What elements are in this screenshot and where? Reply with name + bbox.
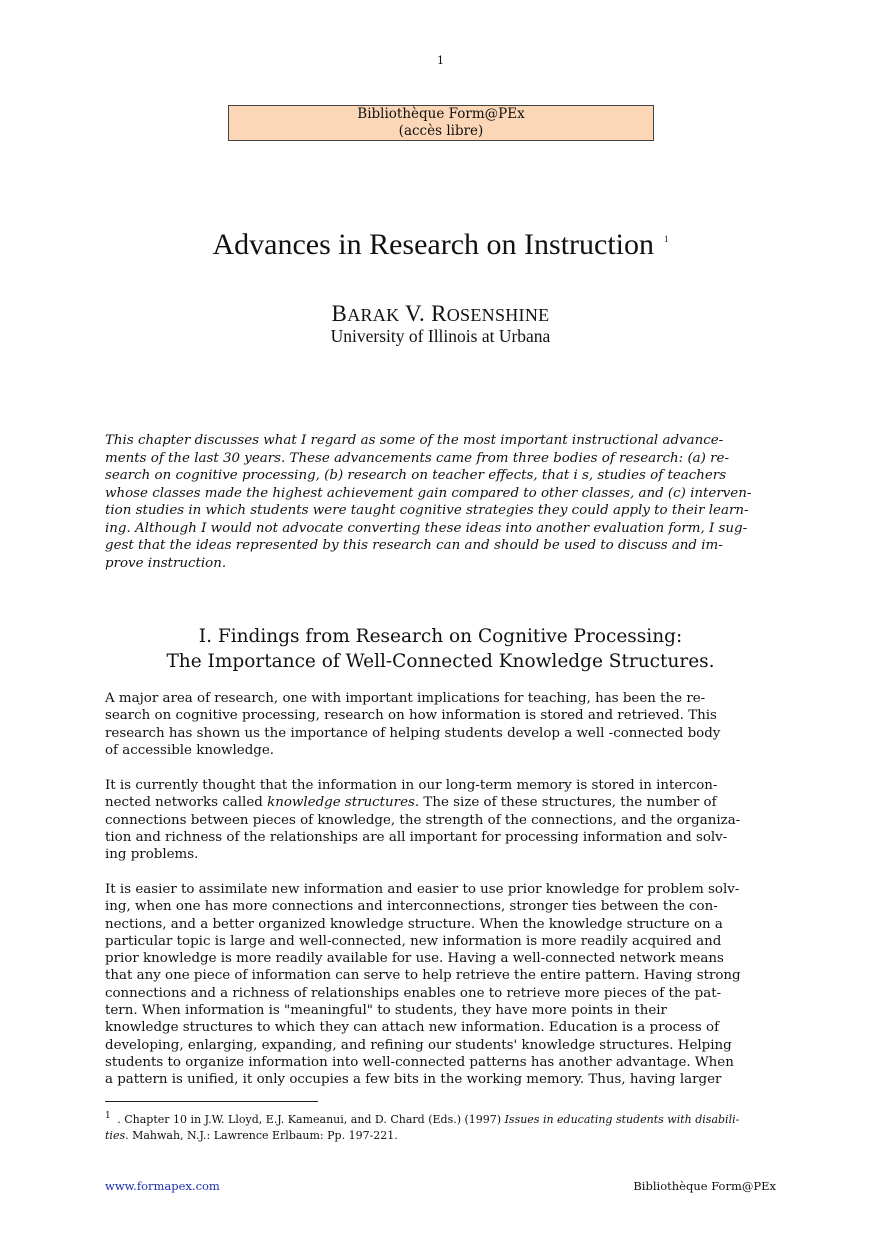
paragraph-line: tern. When information is "meaningful" to students, they have more points in their <box>105 1003 667 1019</box>
paragraph-text: nected networks called <box>105 795 268 811</box>
abstract <box>105 432 776 572</box>
paragraph-line: nections, and a better organized knowledge structure. When the knowledge structure on a <box>105 916 723 932</box>
document-title <box>0 228 881 262</box>
abstract-line: ing. Although I would not advocate converting these ideas into another evaluation form, I sug- <box>105 520 748 536</box>
title-footnote-marker: 1 <box>664 234 669 244</box>
abstract-line: This chapter discusses what I regard as some of the most important instructional advance- <box>105 433 724 448</box>
abstract-line: ments of the last 30 years. These advancements came from three bodies of research: (a) re- <box>105 450 729 466</box>
paragraph-line: a pattern is unified, it only occupies a few bits in the working memory. Thus, having larger <box>105 1072 722 1088</box>
paragraph-line: connections between pieces of knowledge, the strength of the connections, and the organiza- <box>105 812 741 828</box>
footer-library-name: Bibliothèque Form@PEx <box>633 1179 776 1193</box>
paragraph-line: prior knowledge is more readily available for use. Having a well-connected network means <box>105 951 724 967</box>
banner-line-1: Bibliothèque Form@PEx <box>357 106 525 122</box>
footnote-title-part-1: Issues in educating students with disabili- <box>504 1113 740 1126</box>
section-heading <box>0 624 881 674</box>
paragraph-line: particular topic is large and well-connected, new information is more readily acquired and <box>105 933 722 949</box>
emphasized-term: knowledge structures <box>267 795 415 811</box>
author-smallcaps-last: OSENSHINE <box>446 305 550 325</box>
paragraph-line: ing, when one has more connections and interconnections, stronger ties between the con- <box>105 899 718 915</box>
paragraph-1 <box>105 690 776 759</box>
section-heading-line-1: I. Findings from Research on Cognitive Processing: <box>198 626 683 647</box>
paragraph-line: developing, enlarging, expanding, and refining our students' knowledge structures. Helping <box>105 1037 732 1053</box>
paragraph-line: students to organize information into well-connected patterns has another advantage. When <box>105 1054 734 1070</box>
footer-website-link[interactable]: www.formapex.com <box>105 1179 220 1193</box>
abstract-line: whose classes made the highest achievement gain compared to other classes, and (c) interven- <box>105 485 752 501</box>
author-initial-last: V. R <box>399 301 447 326</box>
paragraph-line: that any one piece of information can serve to help retrieve the entire pattern. Having strong <box>105 968 741 984</box>
footnote-text: . Chapter 10 in J.W. Lloyd, E.J. Kameanui, and D. Chard (Eds.) (1997) <box>113 1113 505 1126</box>
footnote-marker: 1 <box>105 1111 111 1121</box>
paragraph-line: research has shown us the importance of helping students develop a well -connected body <box>105 725 721 741</box>
abstract-line: search on cognitive processing, (b) research on teacher effects, that i s, studies of teachers <box>105 468 727 483</box>
abstract-line: gest that the ideas represented by this research can and should be used to discuss and im- <box>105 538 723 553</box>
paragraph-line: connections and a richness of relationships enables one to retrieve more pieces of the pat- <box>105 985 722 1001</box>
footnote <box>105 1108 776 1144</box>
footnote-publisher: . Mahwah, N.J.: Lawrence Erlbaum: Pp. 197-221. <box>125 1129 398 1142</box>
author-smallcaps-first: ARAK <box>347 305 400 325</box>
footnote-line-1 <box>105 1108 776 1128</box>
abstract-line: prove instruction. <box>105 555 227 571</box>
paragraph-line: of accessible knowledge. <box>105 742 275 758</box>
paragraph-line: It is easier to assimilate new information and easier to use prior knowledge for problem solv- <box>105 882 740 897</box>
paragraph-text: . The size of these structures, the number of <box>414 795 717 811</box>
paragraph-3 <box>105 881 776 1089</box>
banner-line-2: (accès libre) <box>398 123 484 139</box>
title-text: Advances in Research on Instruction <box>212 228 655 261</box>
abstract-line: tion studies in which students were taught cognitive strategies they could apply to their learn- <box>105 503 749 518</box>
footnote-title-part-2: ties <box>105 1129 126 1142</box>
paragraph-line: knowledge structures to which they can attach new information. Education is a process of <box>105 1020 720 1036</box>
footnote-divider <box>105 1101 318 1102</box>
paragraph-line: It is currently thought that the information in our long-term memory is stored in intercon- <box>105 778 718 793</box>
paragraph-line <box>105 794 776 811</box>
author-affiliation: University of Illinois at Urbana <box>330 326 551 346</box>
footnote-line-2 <box>105 1128 776 1144</box>
paragraph-line: ing problems. <box>105 847 199 863</box>
author-name <box>0 301 881 327</box>
paragraph-line: search on cognitive processing, research on how information is stored and retrieved. This <box>105 708 717 724</box>
section-heading-line-2: The Importance of Well-Connected Knowledge Structures. <box>166 651 715 672</box>
library-banner <box>228 105 654 141</box>
paragraph-line: tion and richness of the relationships are all important for processing information and solv- <box>105 829 728 845</box>
author-initial-first: B <box>331 301 348 326</box>
page-number: 1 <box>437 54 444 67</box>
paragraph-2 <box>105 777 776 863</box>
paragraph-line: A major area of research, one with important implications for teaching, has been the re- <box>105 691 706 706</box>
